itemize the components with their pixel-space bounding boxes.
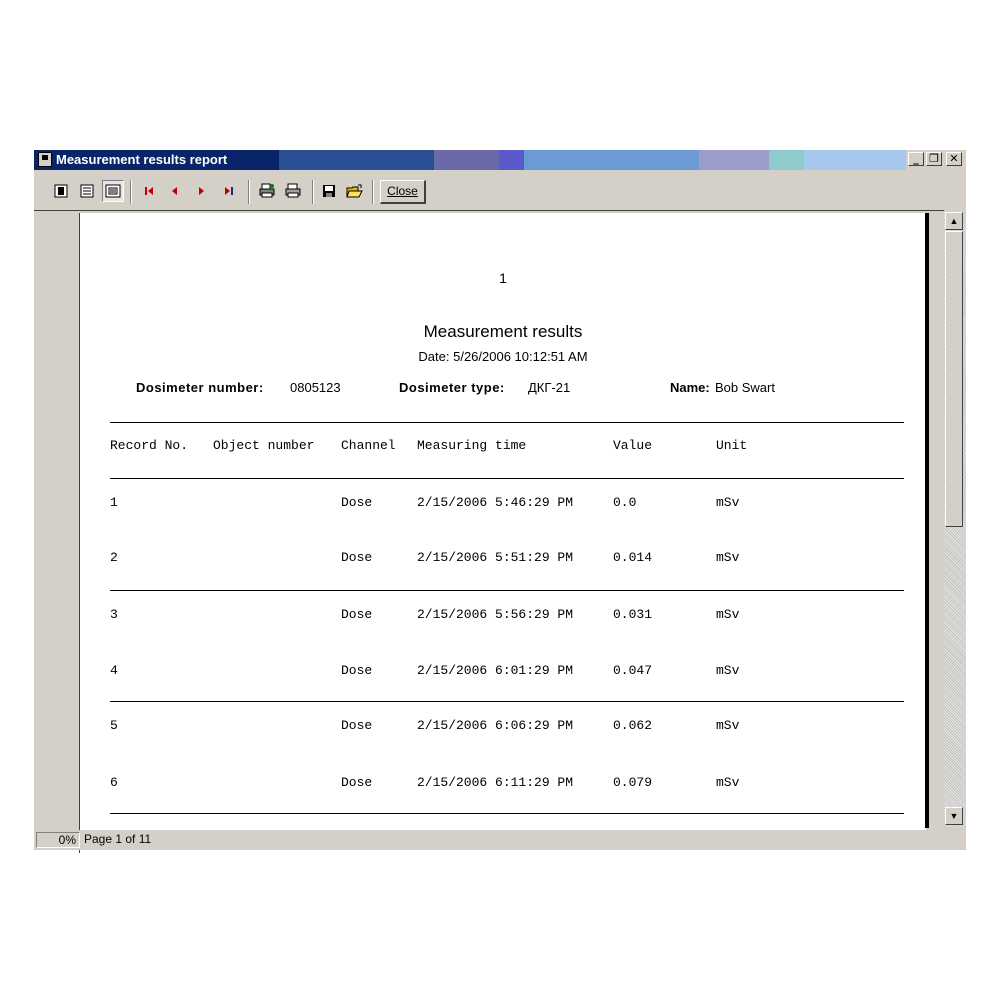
- row-1-unit: mSv: [716, 495, 740, 510]
- row-divider: [110, 813, 904, 814]
- report-title: Measurement results: [423, 322, 583, 341]
- scroll-up-button[interactable]: ▲: [945, 212, 963, 230]
- column-header-time: Measuring time: [417, 438, 527, 453]
- multi-page-icon: [79, 183, 95, 199]
- column-header-value: Value: [613, 438, 653, 453]
- row-4-channel: Dose: [341, 663, 373, 678]
- row-3-record: 3: [110, 607, 118, 622]
- dosimeter-number-value: 0805123: [290, 380, 341, 395]
- single-page-button[interactable]: [50, 180, 72, 202]
- row-2-unit: mSv: [716, 550, 740, 565]
- multi-page-button[interactable]: [76, 180, 98, 202]
- report-page: [79, 213, 926, 853]
- next-page-button[interactable]: [190, 180, 212, 202]
- open-button[interactable]: [344, 180, 366, 202]
- window-title: Measurement results report: [56, 152, 228, 167]
- dosimeter-number-label: Dosimeter number:: [136, 380, 264, 395]
- column-header-object: Object number: [213, 438, 315, 453]
- app-icon[interactable]: [38, 152, 52, 167]
- row-5-record: 5: [110, 718, 118, 733]
- row-6-record: 6: [110, 775, 118, 790]
- column-header-channel: Channel: [341, 438, 396, 453]
- row-3-time: 2/15/2006 5:56:29 PM: [417, 607, 574, 622]
- column-header-unit: Unit: [716, 438, 748, 453]
- row-4-unit: mSv: [716, 663, 740, 678]
- dosimeter-type-label: Dosimeter type:: [399, 380, 505, 395]
- report-window: [34, 150, 966, 850]
- last-page-icon: [221, 183, 237, 199]
- row-3-channel: Dose: [341, 607, 373, 622]
- row-5-channel: Dose: [341, 718, 373, 733]
- row-3-unit: mSv: [716, 607, 740, 622]
- single-page-icon: [53, 183, 69, 199]
- first-page-icon: [141, 183, 157, 199]
- dosimeter-type-value: ДКГ-21: [528, 380, 571, 395]
- row-4-time: 2/15/2006 6:01:29 PM: [417, 663, 574, 678]
- print-setup-icon: [258, 183, 276, 199]
- name-value: Bob Swart: [715, 380, 775, 395]
- minimize-button[interactable]: _: [908, 152, 924, 166]
- open-icon: [346, 183, 364, 199]
- previous-page-icon: [167, 183, 183, 199]
- last-page-button[interactable]: [218, 180, 240, 202]
- row-2-channel: Dose: [341, 550, 373, 565]
- toolbar-separator: [130, 180, 132, 204]
- close-button[interactable]: Close: [380, 180, 426, 204]
- restore-button[interactable]: ❐: [926, 152, 942, 166]
- row-6-value: 0.079: [613, 775, 653, 790]
- name-label: Name:: [670, 380, 710, 395]
- row-4-value: 0.047: [613, 663, 653, 678]
- zoom-page-button[interactable]: [102, 180, 124, 202]
- row-1-time: 2/15/2006 5:46:29 PM: [417, 495, 574, 510]
- print-icon: [284, 183, 302, 199]
- save-button[interactable]: [318, 180, 340, 202]
- page-number: 1: [499, 270, 507, 286]
- header-divider: [110, 422, 904, 423]
- report-date: Date: 5/26/2006 10:12:51 AM: [418, 349, 588, 364]
- page-shadow: [925, 213, 929, 828]
- header-divider: [110, 478, 904, 479]
- save-icon: [321, 183, 337, 199]
- status-bar: [34, 830, 966, 850]
- row-6-channel: Dose: [341, 775, 373, 790]
- page-indicator: Page 1 of 11: [84, 832, 152, 846]
- previous-page-button[interactable]: [164, 180, 186, 202]
- column-header-record: Record No.: [110, 438, 189, 453]
- toolbar-separator: [372, 180, 374, 204]
- row-1-record: 1: [110, 495, 118, 510]
- first-page-button[interactable]: [138, 180, 160, 202]
- progress-indicator: 0%: [36, 832, 80, 848]
- row-2-record: 2: [110, 550, 118, 565]
- print-button[interactable]: [282, 180, 304, 202]
- toolbar-separator: [248, 180, 250, 204]
- row-2-value: 0.014: [613, 550, 653, 565]
- row-divider: [110, 590, 904, 591]
- vertical-scrollbar[interactable]: [944, 212, 966, 827]
- title-bar[interactable]: [34, 150, 966, 170]
- row-1-channel: Dose: [341, 495, 373, 510]
- row-5-unit: mSv: [716, 718, 740, 733]
- toolbar-separator: [312, 180, 314, 204]
- scroll-thumb[interactable]: [945, 231, 963, 527]
- preview-area[interactable]: [34, 210, 944, 827]
- row-6-time: 2/15/2006 6:11:29 PM: [417, 775, 574, 790]
- row-divider: [110, 701, 904, 702]
- row-6-unit: mSv: [716, 775, 740, 790]
- toolbar: [34, 172, 966, 210]
- row-1-value: 0.0: [613, 495, 637, 510]
- scroll-down-button[interactable]: ▼: [945, 807, 963, 825]
- row-3-value: 0.031: [613, 607, 653, 622]
- next-page-icon: [193, 183, 209, 199]
- row-4-record: 4: [110, 663, 118, 678]
- close-window-button[interactable]: ✕: [946, 152, 962, 166]
- zoom-page-icon: [105, 183, 121, 199]
- row-5-value: 0.062: [613, 718, 653, 733]
- row-5-time: 2/15/2006 6:06:29 PM: [417, 718, 574, 733]
- print-setup-button[interactable]: [256, 180, 278, 202]
- row-2-time: 2/15/2006 5:51:29 PM: [417, 550, 574, 565]
